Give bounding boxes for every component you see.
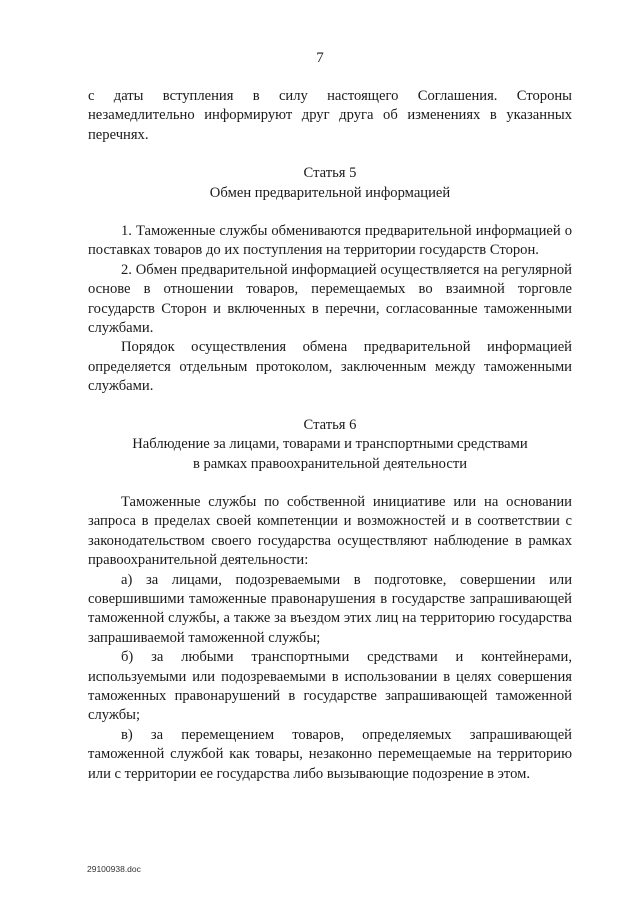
article-6-paragraph-1: Таможенные службы по собственной инициативе или на основании запроса в пределах своей компетенции и возможностей и в соответствии с законодательством своего государства осуществляют наблюдение в рамках правоохранительной деятельности:: [88, 493, 572, 569]
page-number: 7: [316, 50, 324, 66]
article-5-subtitle: Обмен предварительной информацией: [209, 184, 451, 201]
article-6-title: Статья 6: [303, 416, 357, 433]
article-5-paragraph-3: Порядок осуществления обмена предварительной информацией определяется отдельным протоколом, заключенным между таможенными службами.: [88, 339, 572, 395]
article-5-title: Статья 5: [303, 165, 357, 182]
file-name-footer: 29100938.doc: [87, 864, 141, 874]
article-6-subtitle-line-1: Наблюдение за лицами, товарами и транспортными средствами: [132, 436, 528, 453]
article-6-subtitle-line-2: в рамках правоохранительной деятельности: [192, 455, 468, 472]
article-6-item-b: б) за любыми транспортными средствами и контейнерами, используемыми или подозреваемыми в использовании в целях совершения таможенных правонарушений в государстве запрашивающей таможенной службы;: [88, 649, 572, 724]
intro-paragraph: с даты вступления в силу настоящего Соглашения. Стороны незамедлительно информируют друг друга об изменениях в указанных перечнях.: [88, 88, 572, 143]
document-body: [88, 87, 572, 784]
article-6-item-a: а) за лицами, подозреваемыми в подготовке, совершении или совершившими таможенные правонарушения в государстве запрашивающей таможенной службы, а также за въездом этих лиц на территорию государства запрашиваемой таможенной службы;: [88, 571, 572, 646]
article-5-paragraph-2: 2. Обмен предварительной информацией осуществляется на регулярной основе в отношении товаров, перемещаемых во взаимной торговле государств Сторон и включенных в перечни, согласованные таможенными службами.: [88, 261, 572, 337]
article-5-paragraph-1: 1. Таможенные службы обмениваются предварительной информацией о поставках товаров до их поступления на территории государств Сторон.: [88, 223, 572, 259]
article-6-item-c: в) за перемещением товаров, определяемых запрашивающей таможенной службой как товары, незаконно перемещаемые на территорию или с территории ее государства либо вызывающие подозрение в этом.: [88, 726, 572, 782]
